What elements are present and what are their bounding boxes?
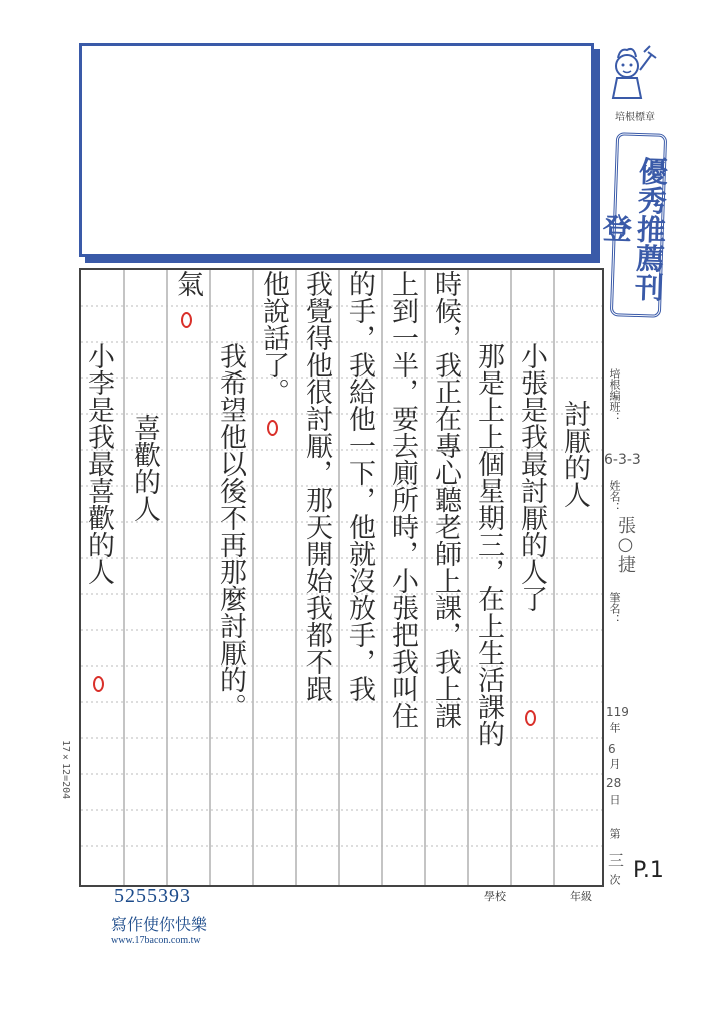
essay-column-5: 上到一半，要去廁所時，小張把我叫住 [387,270,418,729]
slogan: 寫作使你快樂 [111,915,208,934]
essay-column-7: 我覺得他很討厭，那天開始我都不跟 [301,270,332,702]
essay-column-4: 時候，我正在專心聽老師上課，我上課 [430,270,461,729]
essay-column-3: 那是上上個星期三，在上生活課的 [473,342,504,747]
class-value: 6-3-3 [604,452,641,468]
day-label: 日 [608,794,621,805]
essay-column-6: 的手，我給他一下，他就沒放手，我 [344,270,375,702]
essay-column-11: 喜歡的人 [129,414,160,522]
year-label: 年 [608,722,621,733]
session-label-2: 次 [608,874,621,885]
teacher-comment-box [79,43,594,257]
pen-name-label: 筆名： [608,592,621,625]
website-url: www.17bacon.com.tw [111,935,201,946]
red-circle-mark [525,710,536,726]
red-circle-mark [267,420,278,436]
grade-label: 年級 [570,890,592,903]
essay-column-9: 我希望他以後不再那麼討厭的。 [215,342,246,720]
class-label: 培根編班： [608,368,621,423]
essay-column-2: 小張是我最討厭的人了 [516,342,547,612]
session-value: 三 [608,851,625,870]
school-label: 學校 [484,890,506,903]
writing-grid [79,268,604,887]
month-value: 6 [608,742,616,756]
cartoon-child-stamp-icon [600,40,670,110]
essay-column-10: 氣 [172,270,203,297]
essay-column-1: 討厭的人 [559,400,590,508]
grid-size-note: 17×12=204 [60,740,71,800]
year-value: 119 [606,705,629,719]
red-circle-mark [181,312,192,328]
award-stamp-text: 優秀推薦刊登 [598,155,670,302]
contact-phone: 5255393 [114,885,191,907]
session-label-1: 第 [608,828,621,839]
stamp-label: 培根標章 [615,112,655,123]
award-stamp [598,132,670,318]
day-value: 28 [606,776,622,790]
page-mark: P.1 [633,858,664,883]
month-label: 月 [608,758,621,769]
red-circle-mark [93,676,104,692]
name-value: 張○捷 [615,516,636,573]
essay-column-8: 他說話了。 [258,270,289,405]
essay-column-12: 小李是我最喜歡的人 [83,342,114,585]
name-label: 姓名： [608,480,621,513]
